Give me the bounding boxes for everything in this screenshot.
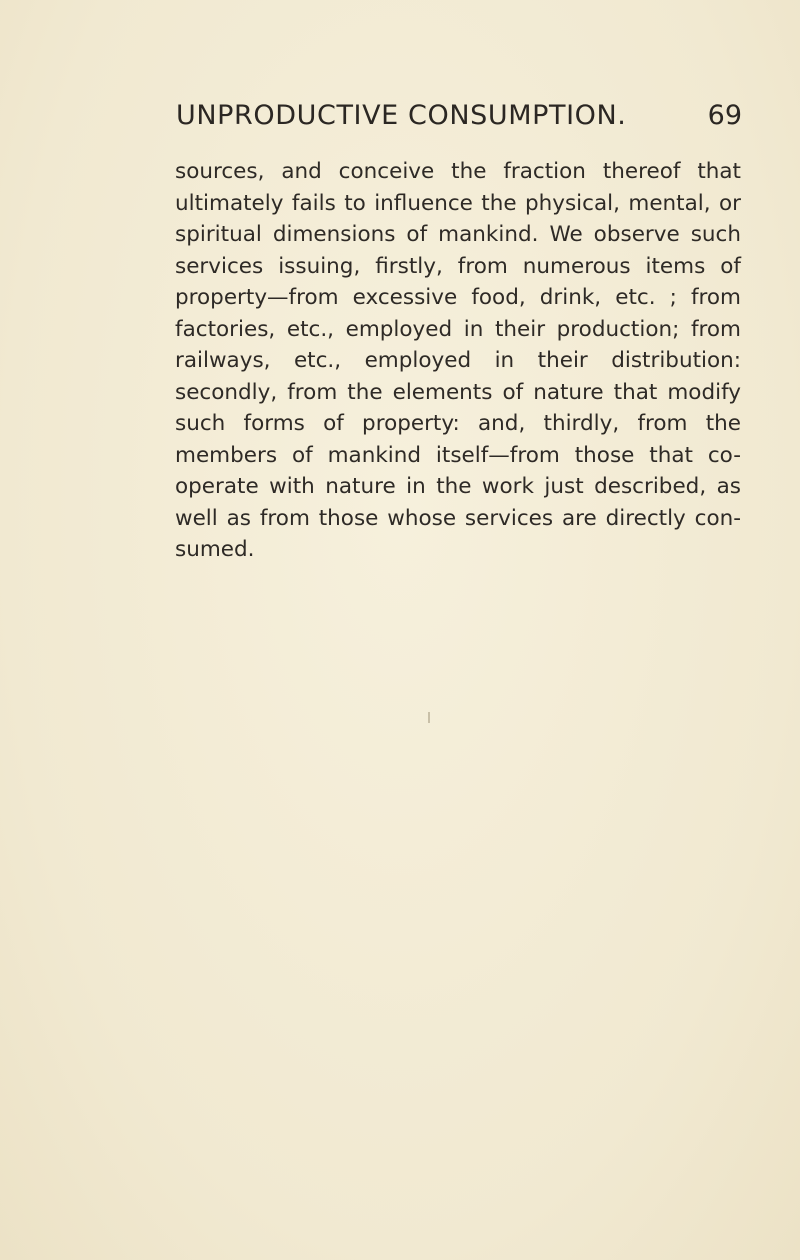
text-line: operate with nature in the work just described, as xyxy=(175,474,741,499)
text-line: railways, etc., employed in their distribution: xyxy=(175,348,741,373)
text-line: members of mankind itself—from those that co- xyxy=(175,442,741,468)
text-line: services issuing, firstly, from numerous items of xyxy=(175,253,741,279)
page-number: 69 xyxy=(707,100,742,131)
paper-speck xyxy=(428,712,430,723)
text-line: well as from those whose services are directly con- xyxy=(175,505,741,531)
running-title: UNPRODUCTIVE CONSUMPTION. xyxy=(176,100,627,131)
text-line: sumed. xyxy=(175,537,255,562)
text-line: secondly, from the elements of nature that modify xyxy=(175,379,741,405)
running-head xyxy=(172,100,742,140)
text-line: factories, etc., employed in their production; from xyxy=(175,316,741,342)
text-line: property—from excessive food, drink, etc. ; from xyxy=(175,285,741,310)
text-line: ultimately fails to influence the physical, mental, or xyxy=(175,190,741,216)
text-line: such forms of property: and, thirdly, from the xyxy=(175,411,741,436)
body-paragraph xyxy=(175,156,741,566)
text-line: sources, and conceive the fraction thereof that xyxy=(175,159,741,184)
text-line: spiritual dimensions of mankind. We observe such xyxy=(175,222,741,247)
